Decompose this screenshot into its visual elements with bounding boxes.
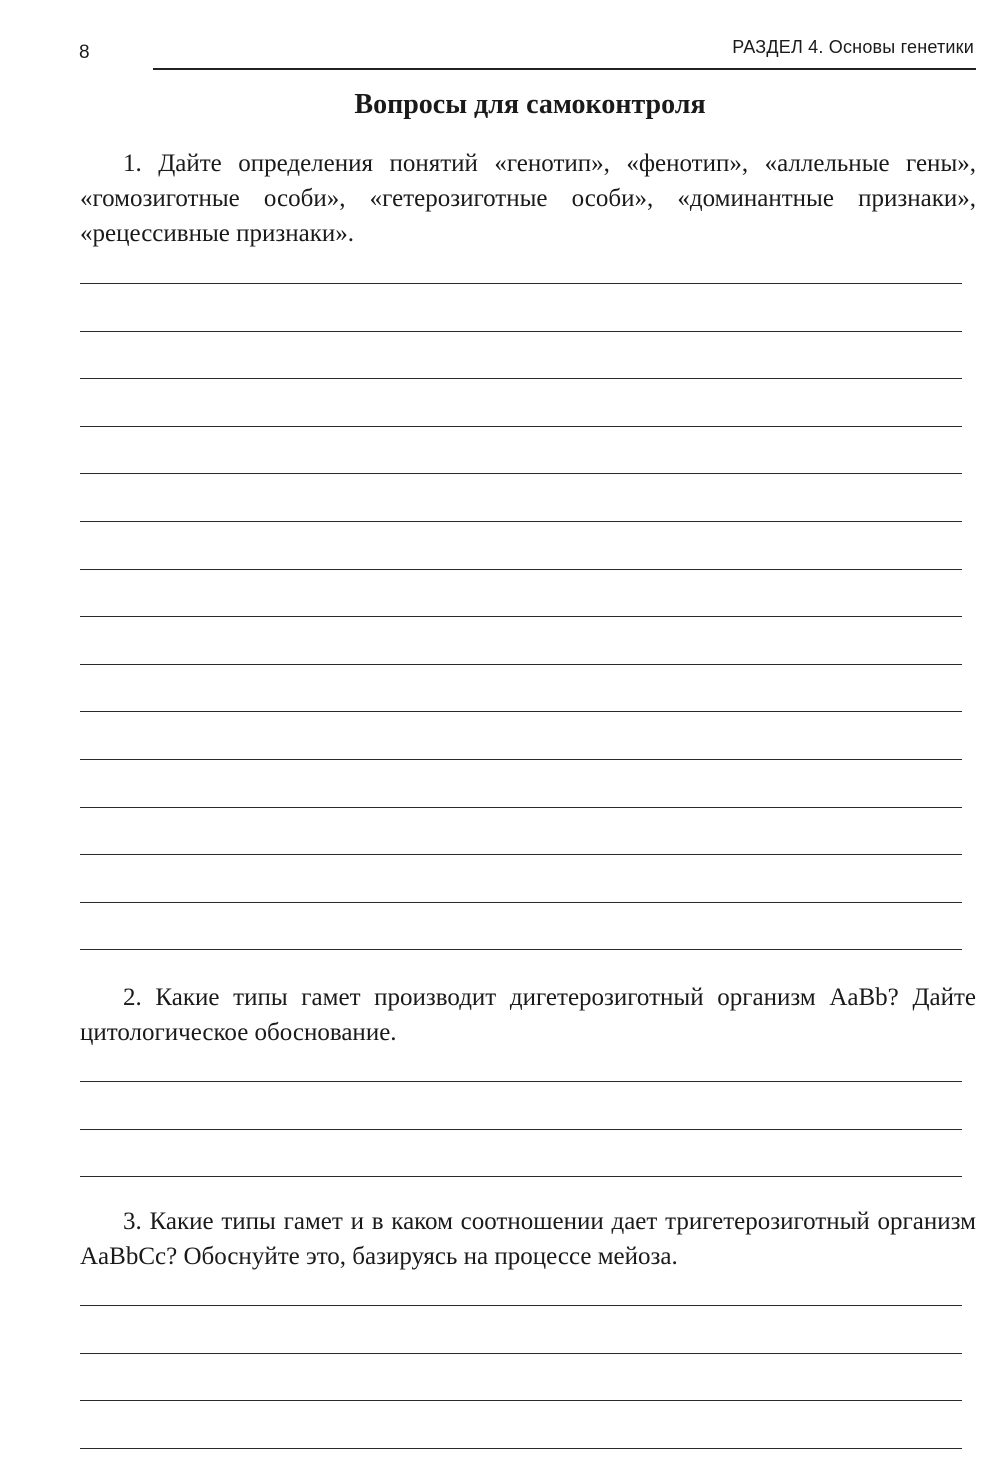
- header-rule: [153, 68, 976, 70]
- answer-line[interactable]: [80, 807, 962, 808]
- running-head: РАЗДЕЛ 4. Основы генетики: [732, 37, 974, 57]
- section-title: Вопросы для самоконтроля: [354, 89, 706, 120]
- answer-line[interactable]: [80, 283, 962, 284]
- answer-line[interactable]: [80, 331, 962, 332]
- answer-line[interactable]: [80, 426, 962, 427]
- answer-line[interactable]: [80, 1400, 962, 1401]
- answer-line[interactable]: [80, 854, 962, 855]
- answer-line[interactable]: [80, 1448, 962, 1449]
- question-2-text: 2. Какие типы гамет производит дигетерозиготный организм AaBb? Дайте цитологическое обоснование.: [80, 984, 976, 1046]
- answer-line[interactable]: [80, 616, 962, 617]
- question-1-text: 1. Дайте определения понятий «генотип», «фенотип», «аллельные гены», «гомозиготные особи», «гетерозиготные особи», «доминантные признаки», «рецессивные признаки».: [80, 150, 976, 247]
- answer-line[interactable]: [80, 569, 962, 570]
- answer-line[interactable]: [80, 1129, 962, 1130]
- answer-line[interactable]: [80, 1353, 962, 1354]
- answer-line[interactable]: [80, 759, 962, 760]
- answer-line[interactable]: [80, 473, 962, 474]
- answer-line[interactable]: [80, 521, 962, 522]
- answer-line[interactable]: [80, 1305, 962, 1306]
- answer-line[interactable]: [80, 1081, 962, 1082]
- page-number: 8: [79, 42, 90, 63]
- answer-line[interactable]: [80, 1176, 962, 1177]
- answer-line[interactable]: [80, 664, 962, 665]
- question-3-text: 3. Какие типы гамет и в каком соотношении дает тригетерозиготный организм AaBbCc? Обоснуйте это, базируясь на процессе мейоза.: [80, 1208, 976, 1270]
- answer-line[interactable]: [80, 949, 962, 950]
- answer-line[interactable]: [80, 711, 962, 712]
- answer-line[interactable]: [80, 378, 962, 379]
- answer-line[interactable]: [80, 902, 962, 903]
